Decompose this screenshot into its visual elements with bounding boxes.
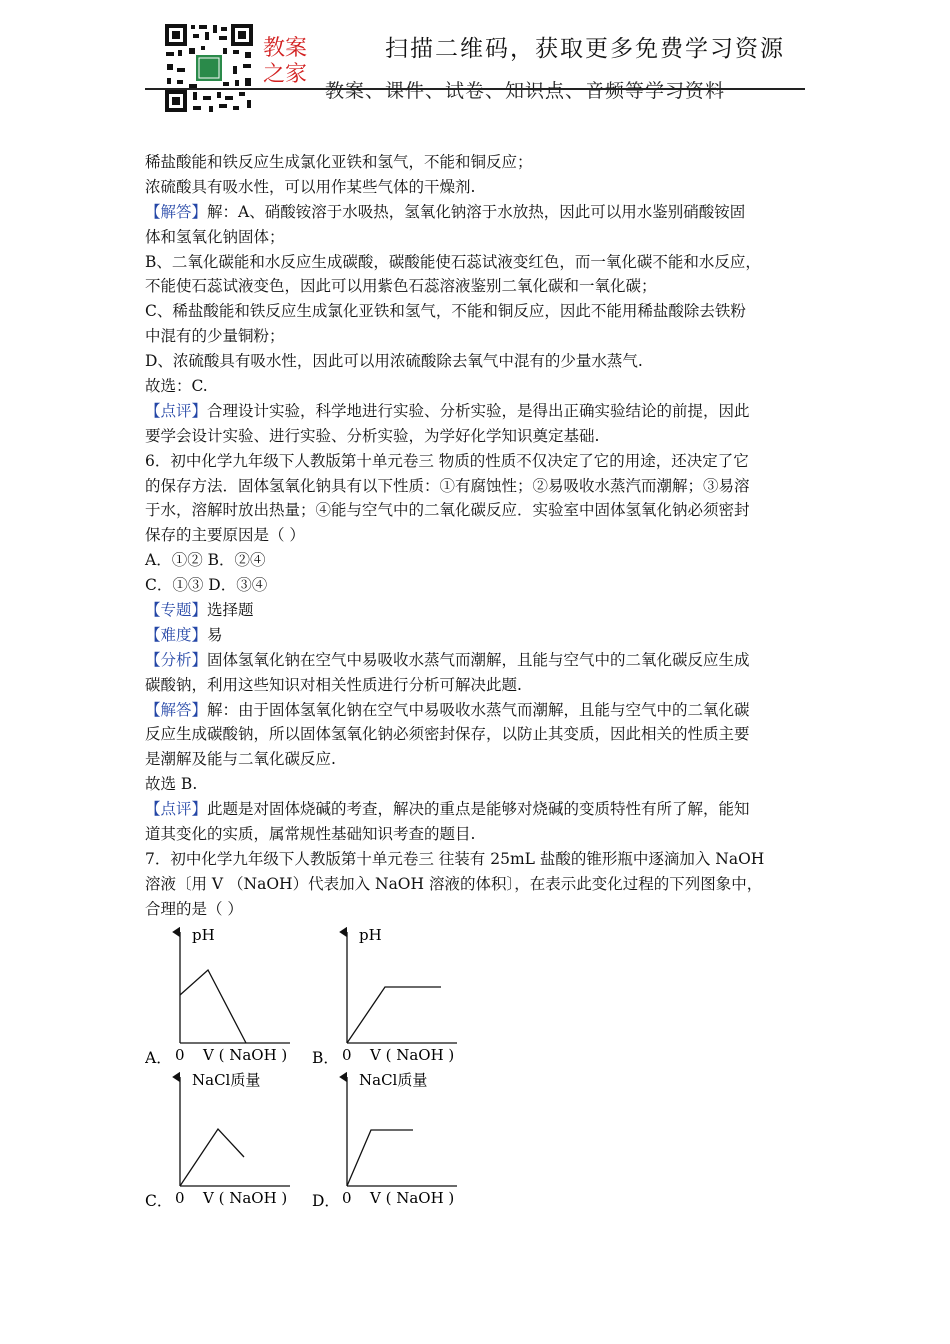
text-line xyxy=(145,274,817,299)
line-text: 要学会设计实验、进行实验、分析实验，为学好化学知识奠定基础. xyxy=(145,426,600,445)
origin-label: 0 xyxy=(175,1189,185,1207)
line-text: C．①③ D．③④ xyxy=(145,576,268,595)
option-label: A． xyxy=(145,1049,172,1067)
text-line xyxy=(145,797,817,822)
section-tag: 【点评】 xyxy=(145,800,208,819)
line-text: 此题是对固体烧碱的考查，解决的重点是能够对烧碱的变质特性有所了解，能知 xyxy=(207,800,750,819)
line-text: B、二氧化碳能和水反应生成碳酸，碳酸能使石蕊试液变红色，而一氧化碳不能和水反应， xyxy=(145,252,761,271)
graph-curve xyxy=(180,970,246,1043)
header-banner xyxy=(145,18,805,133)
line-text: 碳酸钠，利用这些知识对相关性质进行分析可解决此题. xyxy=(145,675,522,694)
text-line xyxy=(145,424,817,449)
answer-graphs xyxy=(145,918,475,1218)
text-line xyxy=(145,698,817,723)
text-line xyxy=(145,747,817,772)
graph-curve xyxy=(347,987,441,1043)
text-line xyxy=(145,175,817,200)
line-text: 于水，溶解时放出热量；④能与空气中的二氧化碳反应．实验室中固体氢氧化钠必须密封 xyxy=(145,501,750,520)
logo xyxy=(263,36,321,88)
line-text: 的保存方法．固体氢氧化钠具有以下性质：①有腐蚀性；②易吸收水蒸汽而潮解；③易溶 xyxy=(145,476,750,495)
y-axis-label: pH xyxy=(359,926,382,944)
section-tag: 【难度】 xyxy=(145,625,208,644)
section-tag: 【专题】 xyxy=(145,601,208,620)
header-subslogan: 教案、课件、试卷、知识点、音频等学习资料 xyxy=(325,80,726,102)
origin-label: 0 xyxy=(342,1189,352,1207)
document-body xyxy=(145,150,817,922)
option-label: B． xyxy=(312,1049,339,1067)
text-line xyxy=(145,573,817,598)
line-text: D、浓硫酸具有吸水性，因此可以用浓硫酸除去氧气中混有的少量水蒸气. xyxy=(145,352,643,371)
section-tag: 【点评】 xyxy=(145,401,208,420)
x-axis-label: V ( NaOH ) xyxy=(370,1046,455,1064)
text-line xyxy=(145,399,817,424)
option-label: D． xyxy=(312,1192,340,1210)
section-tag: 【分析】 xyxy=(145,650,208,669)
section-tag: 【解答】 xyxy=(145,202,208,221)
line-text: 道其变化的实质，属常规性基础知识考查的题目. xyxy=(145,825,476,844)
text-line xyxy=(145,349,817,374)
line-text: 解：由于固体氢氧化钠在空气中易吸收水蒸气而潮解，且能与空气中的二氧化碳 xyxy=(207,700,750,719)
line-text: 故选 B. xyxy=(145,775,198,794)
x-axis-label: V ( NaOH ) xyxy=(370,1189,455,1207)
text-line xyxy=(145,474,817,499)
text-line xyxy=(145,673,817,698)
line-text: 7．初中化学九年级下人教版第十单元卷三 往装有 25mL 盐酸的锥形瓶中逐滴加入 NaOH xyxy=(145,849,765,868)
graph-c xyxy=(145,1071,290,1210)
line-text: 合理设计实验，科学地进行实验、分析实验，是得出正确实验结论的前提，因此 xyxy=(207,401,750,420)
origin-label: 0 xyxy=(342,1046,352,1064)
y-axis-label: NaCl质量 xyxy=(192,1071,261,1089)
text-line xyxy=(145,872,817,897)
line-text: 选择题 xyxy=(207,601,254,620)
y-axis-label: NaCl质量 xyxy=(359,1071,428,1089)
text-line xyxy=(145,523,817,548)
line-text: 不能使石蕊试液变色，因此可以用紫色石蕊溶液鉴别二氧化碳和一氧化碳； xyxy=(145,277,657,296)
text-line xyxy=(145,200,817,225)
text-line xyxy=(145,150,817,175)
line-text: 易 xyxy=(207,625,223,644)
text-line xyxy=(145,598,817,623)
text-line xyxy=(145,847,817,872)
graph-curve xyxy=(347,1130,413,1186)
line-text: 浓硫酸具有吸水性，可以用作某些气体的干燥剂. xyxy=(145,177,476,196)
line-text: 保存的主要原因是（ ） xyxy=(145,526,305,545)
text-line xyxy=(145,722,817,747)
logo-line-1: 教案 xyxy=(263,36,308,61)
text-line xyxy=(145,374,817,399)
qr-code-icon xyxy=(163,22,255,114)
line-text: 稀盐酸能和铁反应生成氯化亚铁和氢气，不能和铜反应； xyxy=(145,153,533,171)
section-tag: 【解答】 xyxy=(145,700,208,719)
text-line xyxy=(145,449,817,474)
line-text: 体和氢氧化钠固体； xyxy=(145,227,285,246)
text-line xyxy=(145,250,817,275)
line-text: 6．初中化学九年级下人教版第十单元卷三 物质的性质不仅决定了它的用途，还决定了它 xyxy=(145,451,749,470)
line-text: C、稀盐酸能和铁反应生成氯化亚铁和氢气，不能和铜反应，因此不能用稀盐酸除去铁粉 xyxy=(145,302,746,321)
x-axis-label: V ( NaOH ) xyxy=(203,1189,288,1207)
logo-line-2: 之家 xyxy=(263,62,308,87)
graph-b xyxy=(312,926,457,1067)
graph-a xyxy=(145,926,290,1067)
x-axis-label: V ( NaOH ) xyxy=(203,1046,288,1064)
text-line xyxy=(145,299,817,324)
line-text: 固体氢氧化钠在空气中易吸收水蒸气而潮解，且能与空气中的二氧化碳反应生成 xyxy=(207,650,750,669)
line-text: 溶液〔用 V （NaOH）代表加入 NaOH 溶液的体积〕，在表示此变化过程的下列图象中， xyxy=(145,874,763,893)
line-text: 中混有的少量铜粉； xyxy=(145,327,285,346)
line-text: 合理的是（ ） xyxy=(145,899,243,918)
y-axis-label: pH xyxy=(192,926,215,944)
line-text: 解：A、硝酸铵溶于水吸热，氢氧化钠溶于水放热，因此可以用水鉴别硝酸铵固 xyxy=(207,202,746,221)
text-line xyxy=(145,498,817,523)
text-line xyxy=(145,324,817,349)
graph-set xyxy=(145,918,475,1218)
line-text: A．①② B．②④ xyxy=(145,551,266,570)
graph-curve xyxy=(180,1129,244,1186)
text-line xyxy=(145,623,817,648)
text-line xyxy=(145,648,817,673)
option-label: C． xyxy=(145,1192,173,1210)
origin-label: 0 xyxy=(175,1046,185,1064)
text-line xyxy=(145,548,817,573)
text-line xyxy=(145,822,817,847)
line-text: 故选：C. xyxy=(145,377,208,396)
text-line xyxy=(145,772,817,797)
text-line xyxy=(145,225,817,250)
line-text: 反应生成碳酸钠，所以固体氢氧化钠必须密封保存，以防止其变质，因此相关的性质主要 xyxy=(145,725,750,744)
line-text: 是潮解及能与二氧化碳反应. xyxy=(145,750,336,769)
header-slogan: 扫描二维码，获取更多免费学习资源 xyxy=(385,36,785,62)
graph-d xyxy=(312,1071,457,1210)
